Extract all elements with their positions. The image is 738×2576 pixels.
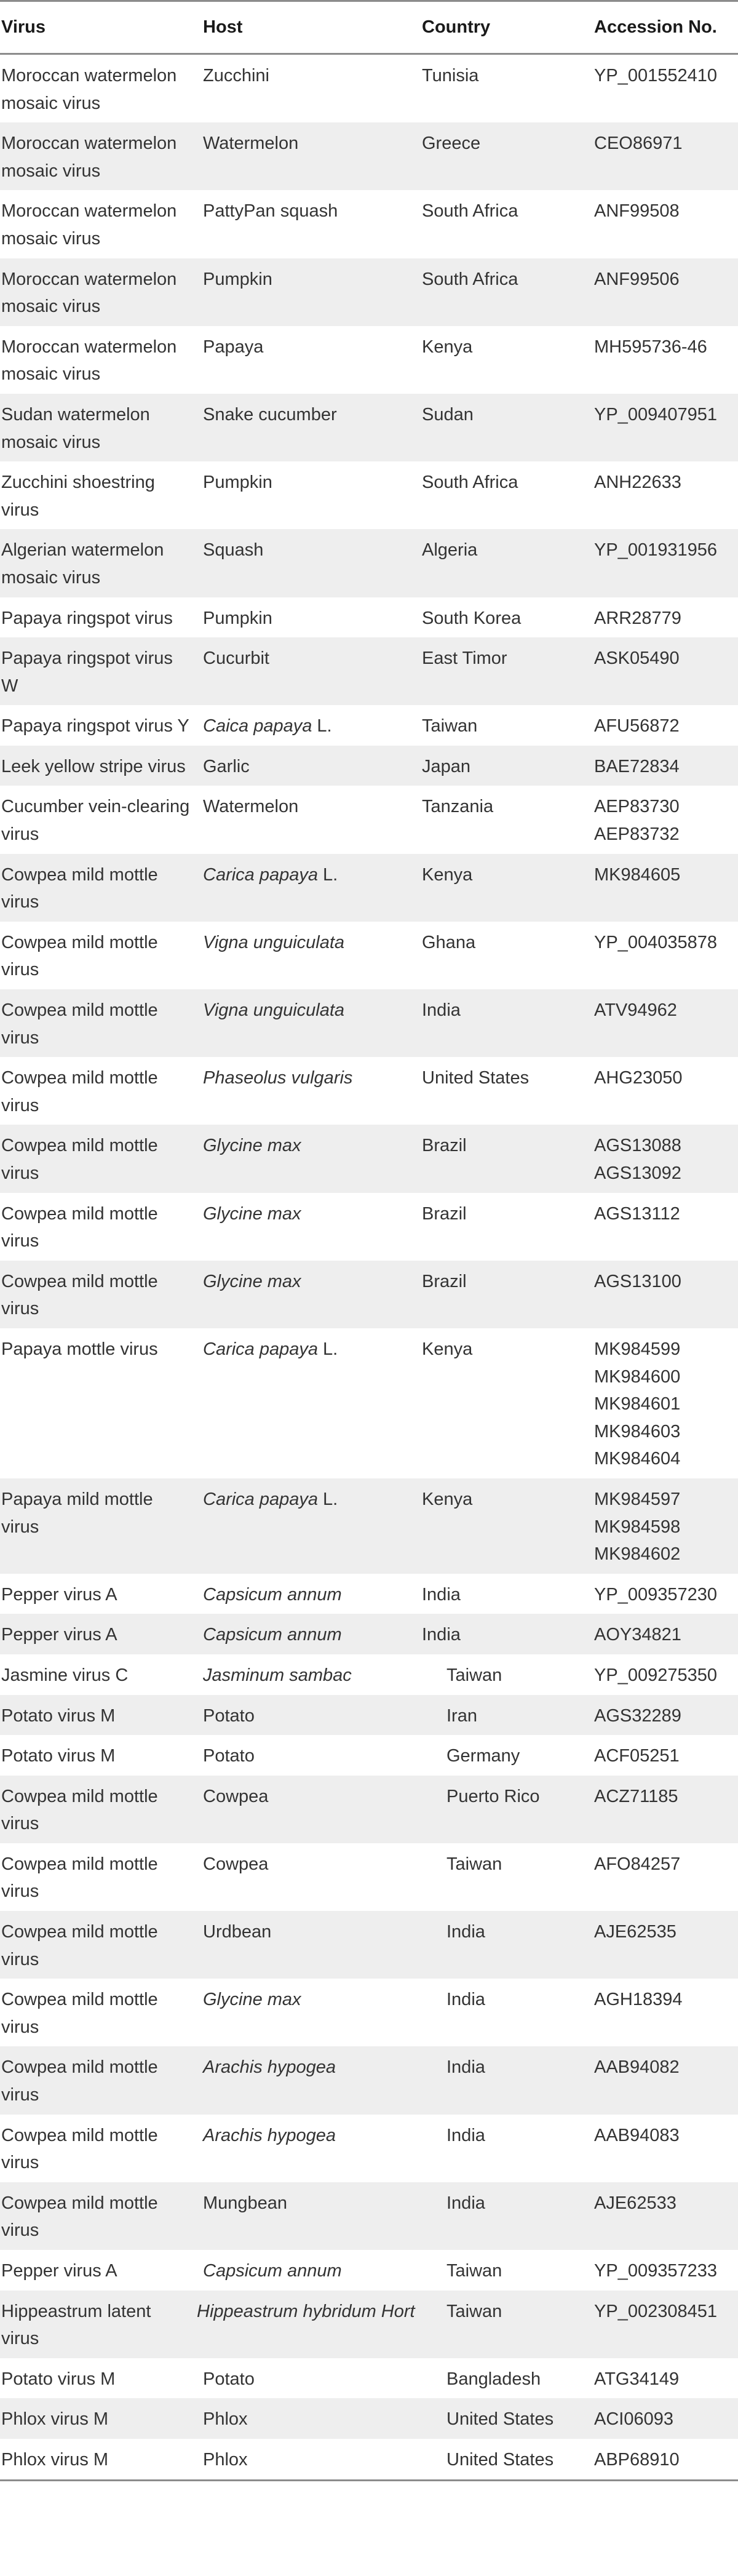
table-row	[0, 258, 738, 326]
host-name: Glycine max	[203, 1271, 301, 1291]
cell-host	[197, 190, 419, 258]
accession-number: AOY34821	[594, 1625, 681, 1645]
cell-country: Brazil	[422, 1136, 467, 1156]
cell-country: Bangladesh	[446, 2369, 541, 2389]
host-name: Cowpea	[203, 1854, 269, 1874]
cell-accession	[592, 326, 738, 394]
cell-country: Puerto Rico	[446, 1786, 540, 1806]
cell-country: Germany	[446, 1746, 520, 1766]
accession-number: YP_002308451	[594, 2301, 717, 2321]
header-accession: Accession No.	[592, 1, 738, 54]
host-name: Glycine max	[203, 1136, 301, 1156]
table-row	[0, 1695, 738, 1736]
host-name: Phlox	[203, 2409, 248, 2430]
table-row	[0, 705, 738, 746]
cell-host	[197, 394, 419, 461]
accession-number: MK984597	[594, 1489, 681, 1509]
cell-virus: Papaya ringspot virus W	[1, 648, 173, 696]
cell-country: Brazil	[422, 1203, 467, 1224]
accession-number: ABP68910	[594, 2449, 680, 2470]
host-author: L.	[312, 716, 332, 736]
accession-number: YP_001931956	[594, 540, 717, 560]
cell-virus: Cowpea mild mottle virus	[1, 1922, 158, 1969]
accession-number: ANF99508	[594, 201, 680, 221]
accession-number: AJE62533	[594, 2193, 676, 2213]
host-name: Cucurbit	[203, 648, 269, 669]
host-name: Papaya	[203, 337, 264, 357]
accession-number: AGS32289	[594, 1705, 681, 1726]
accession-number: AFO84257	[594, 1854, 681, 1874]
host-name: Urdbean	[203, 1922, 272, 1942]
cell-country: Sudan	[422, 404, 474, 425]
cell-accession	[592, 854, 738, 922]
table-row	[0, 1328, 738, 1478]
host-name: Cowpea	[203, 1786, 269, 1806]
table-row	[0, 2358, 738, 2399]
table-row	[0, 2250, 738, 2291]
table-row	[0, 637, 738, 705]
cell-accession	[592, 2439, 738, 2480]
host-name: Pumpkin	[203, 473, 272, 493]
host-name: Vigna unguiculata	[203, 1000, 345, 1021]
cell-virus: Pepper virus A	[1, 1625, 117, 1645]
cell-accession	[592, 989, 738, 1057]
host-name: Pumpkin	[203, 269, 272, 289]
accession-number: ARR28779	[594, 608, 681, 628]
host-name: Glycine max	[203, 1203, 301, 1224]
table-row	[0, 1125, 738, 1192]
cell-country: Kenya	[422, 864, 473, 885]
table-row	[0, 1478, 738, 1574]
accession-number: YP_004035878	[594, 932, 717, 952]
table-row	[0, 786, 738, 853]
cell-virus: Cowpea mild mottle virus	[1, 1271, 158, 1319]
cell-virus: Papaya ringspot virus	[1, 608, 173, 628]
cell-host	[197, 122, 419, 190]
accession-number: MK984605	[594, 864, 681, 885]
cell-accession	[592, 1776, 738, 1843]
cell-country: Greece	[422, 134, 481, 154]
cell-virus: Cowpea mild mottle virus	[1, 1990, 158, 2037]
host-name: Phaseolus vulgaris	[203, 1068, 353, 1088]
cell-country: United States	[422, 1068, 530, 1088]
cell-host	[197, 989, 419, 1057]
accession-number: AAB94082	[594, 2057, 680, 2078]
cell-country: India	[422, 1625, 461, 1645]
cell-virus: Cowpea mild mottle virus	[1, 1854, 158, 1902]
host-name: Glycine max	[203, 1990, 301, 2010]
accession-number: AAB94083	[594, 2125, 680, 2145]
cell-country: Kenya	[422, 1339, 473, 1359]
table-row	[0, 854, 738, 922]
cell-host	[197, 1776, 419, 1843]
accession-number: AJE62535	[594, 1922, 676, 1942]
host-name: Caica papaya	[203, 716, 312, 736]
cell-country: Taiwan	[446, 2301, 502, 2321]
host-name: Arachis hypogea	[203, 2125, 336, 2145]
cell-virus: Cowpea mild mottle virus	[1, 1203, 158, 1251]
table-row	[0, 1979, 738, 2046]
table-row	[0, 597, 738, 638]
accession-number: MK984599	[594, 1339, 681, 1359]
accession-number: YP_009275350	[594, 1665, 717, 1685]
cell-accession	[592, 2398, 738, 2439]
table-body	[0, 54, 738, 2481]
cell-accession	[592, 54, 738, 123]
accession-number: YP_009357230	[594, 1584, 717, 1605]
cell-accession	[592, 1911, 738, 1979]
host-name: Phlox	[203, 2449, 248, 2470]
cell-accession	[592, 1574, 738, 1614]
cell-accession	[592, 1057, 738, 1125]
cell-host	[197, 1328, 419, 1478]
accession-number: ASK05490	[594, 648, 680, 669]
cell-accession	[592, 2115, 738, 2182]
cell-country: India	[422, 1584, 461, 1605]
table-row	[0, 461, 738, 529]
cell-host	[197, 1125, 419, 1192]
cell-host	[197, 746, 419, 786]
header-row	[0, 1, 738, 54]
accession-number: ATV94962	[594, 1000, 677, 1021]
table-row	[0, 2291, 738, 2358]
accession-number: AFU56872	[594, 716, 680, 736]
cell-virus: Moroccan watermelon mosaic virus	[1, 66, 177, 113]
table-row	[0, 1261, 738, 1328]
header-country: Country	[419, 1, 592, 54]
cell-virus: Cowpea mild mottle virus	[1, 2193, 158, 2241]
cell-country: Japan	[422, 756, 471, 776]
cell-host	[197, 1695, 419, 1736]
cell-host	[197, 54, 419, 123]
table-row	[0, 2046, 738, 2114]
cell-accession	[592, 2046, 738, 2114]
cell-country: United States	[419, 2439, 592, 2480]
cell-country: India	[446, 1990, 485, 2010]
cell-virus: Cowpea mild mottle virus	[1, 864, 158, 912]
header-host: Host	[197, 1, 419, 54]
cell-virus: Moroccan watermelon mosaic virus	[1, 269, 177, 317]
cell-host	[197, 1843, 419, 1911]
cell-host	[197, 2250, 419, 2291]
cell-accession	[592, 461, 738, 529]
table-row	[0, 1193, 738, 1261]
header-virus: Virus	[0, 1, 197, 54]
cell-host	[197, 529, 419, 597]
table-row	[0, 529, 738, 597]
table-header	[0, 1, 738, 54]
table-row	[0, 922, 738, 989]
cell-accession	[592, 2182, 738, 2250]
cell-country: Iran	[446, 1705, 477, 1726]
accession-number: MH595736-46	[594, 337, 707, 357]
accession-number: AEP83730	[594, 797, 680, 817]
table-row	[0, 326, 738, 394]
host-name: Squash	[203, 540, 264, 560]
cell-accession	[592, 746, 738, 786]
cell-accession	[592, 2358, 738, 2399]
accession-number: AGS13092	[594, 1163, 681, 1183]
cell-country: Taiwan	[422, 716, 478, 736]
cell-country: Taiwan	[446, 2261, 502, 2281]
accession-number: ACF05251	[594, 1746, 680, 1766]
cell-country: Tanzania	[422, 797, 494, 817]
accession-number: MK984602	[594, 1544, 681, 1565]
table-row	[0, 394, 738, 461]
cell-virus: Pepper virus A	[1, 2261, 117, 2281]
host-name: Potato	[203, 2369, 255, 2389]
table-row	[0, 1735, 738, 1776]
host-name: Potato	[203, 1705, 255, 1726]
cell-host	[197, 637, 419, 705]
cell-accession	[592, 2291, 738, 2358]
accession-number: AEP83732	[594, 824, 680, 845]
cell-accession	[592, 1125, 738, 1192]
cell-host	[197, 1979, 419, 2046]
cell-country: South Africa	[422, 201, 518, 221]
accession-number: AHG23050	[594, 1068, 683, 1088]
cell-host	[197, 1735, 419, 1776]
cell-accession	[592, 1193, 738, 1261]
host-name: Carica papaya	[203, 1489, 318, 1509]
table-row	[0, 1057, 738, 1125]
host-name: Garlic	[203, 756, 250, 776]
table-row	[0, 1776, 738, 1843]
cell-virus: Cowpea mild mottle virus	[1, 2057, 158, 2105]
table-row	[0, 1654, 738, 1695]
host-name: Potato	[203, 1746, 255, 1766]
cell-accession	[592, 529, 738, 597]
table-row	[0, 1843, 738, 1911]
cell-country: Taiwan	[446, 1665, 502, 1685]
cell-host	[197, 1261, 419, 1328]
host-name: Vigna unguiculata	[203, 932, 345, 952]
accession-number: YP_009357233	[594, 2261, 717, 2281]
host-name: Carica papaya	[203, 1339, 318, 1359]
host-name: Arachis hypogea	[203, 2057, 336, 2078]
cell-host	[197, 786, 419, 853]
cell-virus: Cowpea mild mottle virus	[1, 1068, 158, 1115]
host-name: Carica papaya	[203, 864, 318, 885]
cell-host	[197, 854, 419, 922]
table-row	[0, 190, 738, 258]
cell-country: Kenya	[422, 1489, 473, 1509]
cell-host	[197, 1193, 419, 1261]
cell-host	[197, 258, 419, 326]
cell-accession	[592, 394, 738, 461]
cell-host	[197, 1614, 419, 1654]
accession-number: AGS13088	[594, 1136, 681, 1156]
host-name: Pumpkin	[203, 608, 272, 628]
cell-virus: Potato virus M	[1, 1705, 116, 1726]
accession-number: MK984601	[594, 1394, 681, 1414]
cell-accession	[592, 1735, 738, 1776]
table-row	[0, 2115, 738, 2182]
cell-virus: Cowpea mild mottle virus	[1, 1786, 158, 1834]
host-name: Mungbean	[203, 2193, 288, 2213]
host-name: Capsicum annum	[203, 2261, 342, 2281]
accession-number: AGH18394	[594, 1990, 683, 2010]
accession-number: AGS13100	[594, 1271, 681, 1291]
cell-host	[197, 2046, 419, 2114]
cell-virus: Cowpea mild mottle virus	[1, 1136, 158, 1183]
cell-virus: Algerian watermelon mosaic virus	[1, 540, 164, 588]
cell-accession	[592, 1654, 738, 1695]
accession-number: ANH22633	[594, 473, 681, 493]
accession-number: MK984598	[594, 1517, 681, 1537]
host-author: L.	[318, 1339, 338, 1359]
cell-country: India	[446, 1922, 485, 1942]
cell-host	[197, 1654, 419, 1695]
accession-number: MK984600	[594, 1366, 681, 1387]
cell-country: Taiwan	[446, 1854, 502, 1874]
cell-virus: Potato virus M	[1, 1746, 116, 1766]
cell-virus: Potato virus M	[1, 2369, 116, 2389]
cell-virus: Leek yellow stripe virus	[1, 756, 186, 776]
accession-number: MK984603	[594, 1421, 681, 1442]
cell-virus: Cowpea mild mottle virus	[1, 1000, 158, 1048]
cell-host	[197, 326, 419, 394]
accession-number: ATG34149	[594, 2369, 680, 2389]
cell-country: Algeria	[422, 540, 478, 560]
accession-number: AGS13112	[594, 1203, 680, 1224]
host-author: L.	[318, 1489, 338, 1509]
table-row	[0, 122, 738, 190]
host-name: Watermelon	[203, 134, 299, 154]
accession-number: ACZ71185	[594, 1786, 678, 1806]
cell-accession	[592, 597, 738, 638]
host-name: Zucchini	[203, 66, 269, 86]
cell-virus: Cucumber vein-clearing virus	[1, 797, 190, 845]
table-row	[0, 2439, 738, 2480]
cell-country: India	[422, 1000, 461, 1021]
host-name: Watermelon	[203, 797, 299, 817]
cell-virus: Phlox virus M	[0, 2439, 197, 2480]
cell-virus: Cowpea mild mottle virus	[1, 2125, 158, 2173]
cell-virus: Moroccan watermelon mosaic virus	[1, 337, 177, 385]
table-row	[0, 746, 738, 786]
cell-accession	[592, 1328, 738, 1478]
cell-accession	[592, 922, 738, 989]
cell-accession	[592, 122, 738, 190]
cell-virus: Sudan watermelon mosaic virus	[1, 404, 150, 452]
cell-virus: Moroccan watermelon mosaic virus	[1, 134, 177, 181]
cell-country: Brazil	[422, 1271, 467, 1291]
cell-country: East Timor	[422, 648, 507, 669]
cell-host	[197, 1057, 419, 1125]
cell-host	[197, 2182, 419, 2250]
cell-accession	[592, 705, 738, 746]
cell-host	[197, 2291, 419, 2358]
cell-virus: Papaya ringspot virus Y	[1, 716, 189, 736]
cell-host	[197, 1911, 419, 1979]
cell-host	[197, 2439, 419, 2480]
cell-accession	[592, 1261, 738, 1328]
table-row	[0, 2182, 738, 2250]
accession-number: ANF99506	[594, 269, 680, 289]
cell-country: India	[446, 2125, 485, 2145]
cell-host	[197, 461, 419, 529]
cell-country: Tunisia	[422, 66, 479, 86]
cell-country: South Korea	[422, 608, 522, 628]
accession-number: CEO86971	[594, 134, 683, 154]
cell-virus: Cowpea mild mottle virus	[1, 932, 158, 980]
cell-host	[197, 597, 419, 638]
cell-accession	[592, 1695, 738, 1736]
cell-virus: Papaya mottle virus	[1, 1339, 158, 1359]
cell-country: United States	[446, 2409, 554, 2430]
cell-country: Ghana	[422, 932, 476, 952]
cell-virus: Pepper virus A	[1, 1584, 117, 1605]
cell-accession	[592, 2250, 738, 2291]
cell-host	[197, 705, 419, 746]
cell-country: South Africa	[422, 269, 518, 289]
cell-accession	[592, 637, 738, 705]
host-author: L.	[318, 864, 338, 885]
host-name: Snake cucumber	[203, 404, 337, 425]
cell-virus: Phlox virus M	[1, 2409, 109, 2430]
cell-host	[197, 922, 419, 989]
table-row	[0, 1614, 738, 1654]
accession-number: YP_001552410	[594, 66, 717, 86]
cell-accession	[592, 1843, 738, 1911]
cell-accession	[592, 1478, 738, 1574]
table-row	[0, 1911, 738, 1979]
cell-accession	[592, 258, 738, 326]
table-row	[0, 54, 738, 123]
host-name: Capsicum annum	[203, 1625, 342, 1645]
accession-number: ACI06093	[594, 2409, 673, 2430]
cell-virus: Papaya mild mottle virus	[1, 1489, 153, 1537]
cell-host	[197, 2115, 419, 2182]
cell-country: Kenya	[422, 337, 473, 357]
cell-host	[197, 1478, 419, 1574]
cell-host	[197, 2358, 419, 2399]
accession-number: YP_009407951	[594, 404, 717, 425]
table-row	[0, 2398, 738, 2439]
table-row	[0, 1574, 738, 1614]
cell-virus: Jasmine virus C	[1, 1665, 129, 1685]
cell-host	[197, 2398, 419, 2439]
host-name: PattyPan squash	[203, 201, 338, 221]
table-row	[0, 989, 738, 1057]
cell-country: India	[446, 2057, 485, 2078]
cell-accession	[592, 786, 738, 853]
cell-virus: Hippeastrum latent virus	[1, 2301, 151, 2349]
cell-virus: Zucchini shoestring virus	[1, 473, 155, 520]
host-name: Capsicum annum	[203, 1584, 342, 1605]
cell-country: South Africa	[422, 473, 518, 493]
cell-accession	[592, 190, 738, 258]
cell-host	[197, 1574, 419, 1614]
accession-number: MK984604	[594, 1449, 681, 1469]
cell-accession	[592, 1979, 738, 2046]
cell-country: India	[446, 2193, 485, 2213]
cell-accession	[592, 1614, 738, 1654]
cell-virus: Moroccan watermelon mosaic virus	[1, 201, 177, 249]
host-name: Hippeastrum hybridum Hort	[197, 2301, 415, 2321]
accession-number: BAE72834	[594, 756, 680, 776]
host-name: Jasminum sambac	[203, 1665, 352, 1685]
